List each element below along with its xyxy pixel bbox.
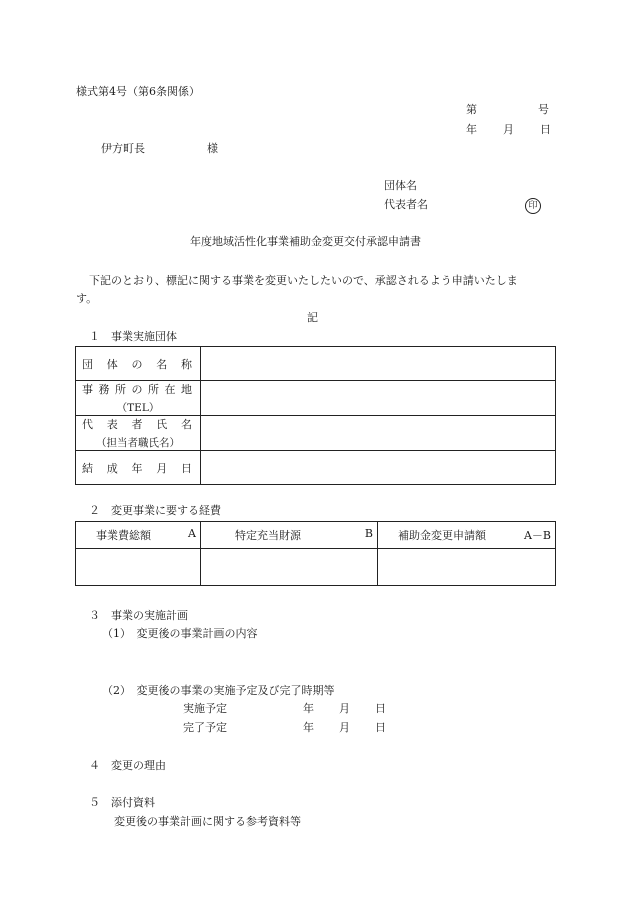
applicant-org-label: 団体名 — [384, 179, 417, 192]
section5-heading: ５ 添付資料 — [89, 796, 155, 809]
organization-table — [75, 346, 556, 485]
label-cell — [76, 451, 201, 485]
body-text-line1: 下記のとおり、標記に関する事業を変更いたしたいので、承認されるよう申請いたしま — [89, 274, 518, 287]
header-cell — [201, 522, 378, 549]
attachment-content: 変更後の事業計画に関する参考資料等 — [114, 815, 301, 828]
section1-heading: １ 事業実施団体 — [89, 330, 177, 343]
specific-funding-value[interactable] — [201, 549, 378, 586]
completion-month: 月 — [339, 721, 350, 734]
label-cell — [76, 416, 201, 451]
start-month: 月 — [339, 702, 350, 715]
form-number: 様式第4号（第6条関係） — [76, 85, 200, 98]
contact-person-sublabel: （担当者職氏名） — [96, 437, 180, 449]
doc-number-suffix: 号 — [538, 103, 549, 116]
subsidy-change-header: 補助金変更申請額 A－B — [398, 529, 551, 542]
total-cost-value[interactable] — [76, 549, 201, 586]
tel-sublabel: （TEL） — [116, 402, 160, 414]
doc-number-prefix: 第 — [466, 103, 477, 116]
specific-funding-header: 特定充当財源 B — [235, 527, 373, 542]
label-cell — [76, 381, 201, 416]
table-row — [76, 451, 556, 485]
table-row — [76, 549, 556, 586]
start-schedule-label: 実施予定 — [183, 702, 227, 715]
document-title: 年度地域活性化事業補助金変更交付承認申請書 — [190, 235, 421, 248]
addressee-name: 伊方町長 — [101, 142, 145, 155]
org-name-value[interactable] — [201, 347, 556, 381]
header-cell — [378, 522, 556, 549]
section3-heading: ３ 事業の実施計画 — [89, 609, 188, 622]
date-year: 年 — [466, 123, 477, 136]
ki-marker: 記 — [307, 311, 318, 324]
table-row — [76, 381, 556, 416]
completion-year: 年 — [303, 721, 314, 734]
header-cell — [76, 522, 201, 549]
start-year: 年 — [303, 702, 314, 715]
expense-table — [75, 521, 556, 586]
representative-name-value[interactable] — [201, 416, 556, 451]
start-day: 日 — [375, 702, 386, 715]
date-day: 日 — [540, 123, 551, 136]
addressee-honorific: 様 — [207, 142, 218, 155]
founding-date-label: 結 成 年 月 日 — [82, 461, 192, 475]
body-text-line2: す。 — [76, 292, 98, 305]
representative-name-label: 代 表 者 氏 名 — [82, 418, 192, 431]
founding-date-value[interactable] — [201, 451, 556, 485]
table-row — [76, 416, 556, 451]
office-address-value[interactable] — [201, 381, 556, 416]
schedule-item: （2） 変更後の事業の実施予定及び完了時期等 — [102, 684, 335, 697]
total-cost-header: 事業費総額 A — [96, 527, 196, 542]
table-row — [76, 347, 556, 381]
section4-heading: ４ 変更の理由 — [89, 759, 166, 772]
subsidy-change-value[interactable] — [378, 549, 556, 586]
table-row — [76, 522, 556, 549]
completion-day: 日 — [375, 721, 386, 734]
date-month: 月 — [503, 123, 514, 136]
plan-content-item: （1） 変更後の事業計画の内容 — [102, 627, 258, 640]
section2-heading: ２ 変更事業に要する経費 — [89, 504, 221, 517]
org-name-label: 団 体 の 名 称 — [82, 357, 192, 371]
label-cell — [76, 347, 201, 381]
seal-mark-icon: 印 — [525, 198, 541, 214]
completion-schedule-label: 完了予定 — [183, 721, 227, 734]
office-address-label: 事 務 所 の 所 在 地 — [82, 383, 192, 396]
applicant-rep-label: 代表者名 — [384, 198, 428, 211]
